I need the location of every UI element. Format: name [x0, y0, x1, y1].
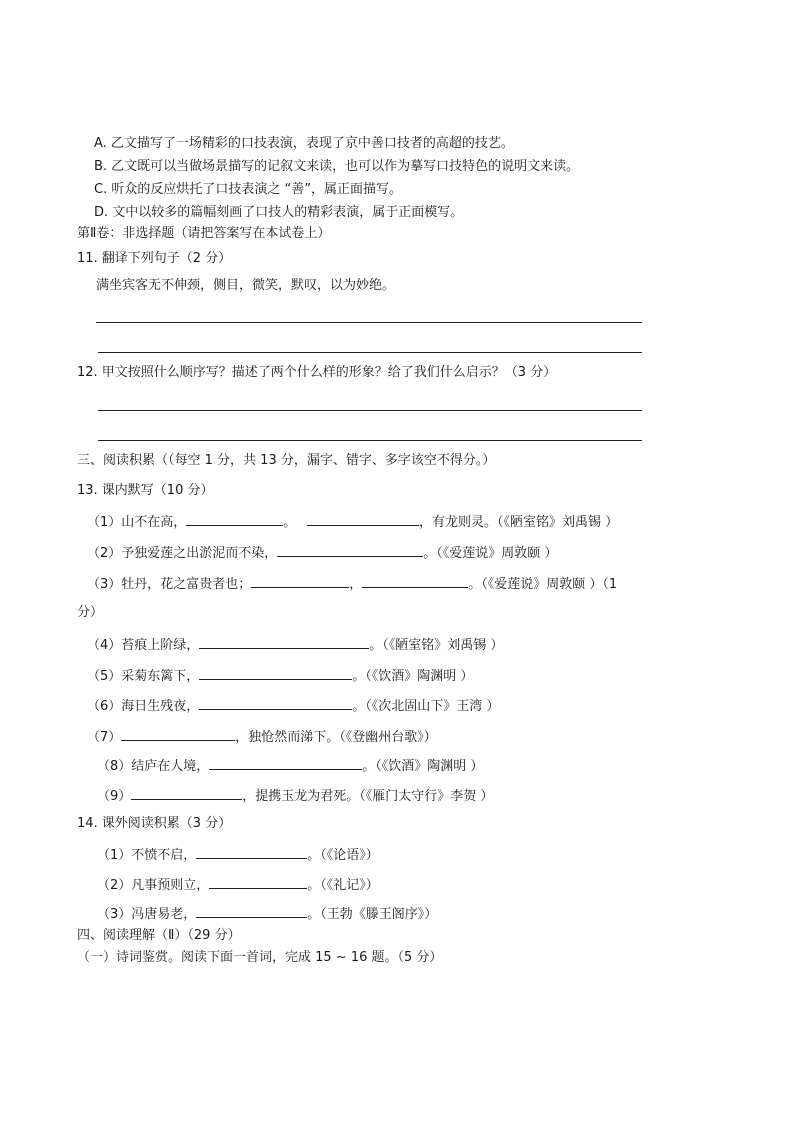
q13-item-7 — [87, 728, 437, 746]
option-a: A. 乙文描写了一场精彩的口技表演，表现了京中善口技者的高超的技艺。 — [94, 136, 514, 151]
q13-item-6-prompt: （6）海日生残夜， — [87, 699, 200, 714]
q14-item-2-blank[interactable] — [209, 876, 307, 889]
q13-item-2-source: 。（《爱莲说》周敦颐 ） — [423, 546, 558, 561]
q13-item-1-prompt: （1）山不在高， — [87, 515, 187, 530]
q14-item-1-blank[interactable] — [196, 846, 307, 859]
q14-item-2 — [97, 876, 379, 894]
q13-item-4-source: 。（《陋室铭》刘禹锡 ） — [369, 638, 504, 653]
q13-item-1-blank-2[interactable] — [307, 513, 419, 526]
q13-item-6-blank[interactable] — [199, 697, 352, 710]
q13-item-9-source: ，提携玉龙为君死。（《雁门太守行》李贺 ） — [242, 789, 494, 804]
q12-answer-line-1[interactable] — [98, 410, 642, 411]
q13-item-6-source: 。（《次北固山下》王湾 ） — [352, 699, 500, 714]
q11-answer-line-2[interactable] — [98, 352, 642, 353]
q13-item-4-blank[interactable] — [199, 636, 369, 649]
q13-item-5-blank[interactable] — [199, 667, 352, 680]
q13-item-2 — [87, 544, 557, 562]
q12-title: 12. 甲文按照什么顺序写？描述了两个什么样的形象？给了我们什么启示？（3 分） — [77, 365, 557, 380]
q13-item-8-blank[interactable] — [209, 757, 362, 770]
q13-item-2-prompt: （2）予独爱莲之出淤泥而不染， — [87, 546, 278, 561]
q13-item-3-source: 。（《爱莲说》周敦颐 ）（1 — [468, 577, 618, 592]
q13-item-3-cont: 分） — [77, 605, 104, 620]
q13-item-7-source: ，独怆然而涕下。（《登幽州台歌》） — [235, 730, 437, 745]
q14-item-2-source: 。（《礼记》） — [307, 878, 379, 893]
section3-header: 三、阅读积累（（每空 1 分，共 13 分，漏字、错字、多字该空不得分。） — [77, 453, 496, 468]
q12-answer-line-2[interactable] — [98, 440, 642, 441]
q13-item-6 — [87, 697, 499, 715]
q14-item-1 — [97, 846, 379, 864]
q11-title: 11. 翻译下列句子（2 分） — [77, 251, 232, 266]
q11-answer-line-1[interactable] — [96, 322, 642, 323]
q13-item-3-blank-1[interactable] — [251, 575, 349, 588]
q13-item-4 — [87, 636, 503, 654]
q13-item-5 — [87, 667, 473, 685]
section4-header: 四、阅读理解（Ⅱ）（29 分） — [77, 928, 241, 943]
q13-item-9-blank[interactable] — [131, 787, 242, 800]
q14-item-3-source: 。（王勃《滕王阁序》） — [307, 907, 438, 922]
q14-item-1-source: 。（《论语》） — [307, 848, 379, 863]
option-d: D. 文中以较多的篇幅刻画了口技人的精彩表演，属于正面模写。 — [94, 205, 464, 220]
q13-item-4-prompt: （4）苔痕上阶绿， — [87, 638, 200, 653]
option-b: B. 乙文既可以当做场景描写的记叙文来读，也可以作为摹写口技特色的说明文来读。 — [94, 159, 580, 174]
q11-sentence: 满坐宾客无不伸颈，侧目，微笑，默叹，以为妙绝。 — [96, 278, 396, 293]
part2-header: 第Ⅱ卷：非选择题（请把答案写在本试卷上） — [77, 226, 331, 241]
q14-item-3-blank[interactable] — [196, 905, 307, 918]
q13-item-1-source: ，有龙则灵。（《陋室铭》刘禹锡 ） — [419, 515, 619, 530]
q13-item-7-prompt: （7） — [87, 730, 122, 745]
q14-item-3 — [97, 905, 437, 923]
q13-item-8-prompt: （8）结庐在人境， — [97, 759, 210, 774]
q14-item-1-prompt: （1）不愤不启， — [97, 848, 197, 863]
q13-item-9-prompt: （9） — [97, 789, 132, 804]
q13-item-1-sep: 。 — [283, 515, 297, 530]
q13-item-5-source: 。（《饮酒》陶渊明 ） — [352, 669, 474, 684]
q13-item-3-blank-2[interactable] — [362, 575, 468, 588]
poem-intro: （一）诗词鉴赏。阅读下面一首词，完成 15 ~ 16 题。（5 分） — [77, 950, 443, 965]
q14-item-3-prompt: （3）冯唐易老， — [97, 907, 197, 922]
q13-item-3-prompt: （3）牡丹，花之富贵者也； — [87, 577, 252, 592]
q14-title: 14. 课外阅读积累（3 分） — [77, 816, 232, 831]
q13-item-9 — [97, 787, 493, 805]
q13-item-8 — [97, 757, 483, 775]
q13-item-1 — [87, 513, 296, 531]
q13-item-1-blank-1[interactable] — [186, 513, 283, 526]
q13-item-1b — [307, 513, 618, 531]
q13-title: 13. 课内默写（10 分） — [77, 483, 214, 498]
q13-item-7-blank[interactable] — [121, 728, 235, 741]
q13-item-3-sep: ， — [349, 577, 363, 592]
option-c: C. 听众的反应烘托了口技表演之 “善”，属正面描写。 — [94, 182, 402, 197]
q13-item-2-blank[interactable] — [277, 544, 423, 557]
q13-item-5-prompt: （5）采菊东篱下， — [87, 669, 200, 684]
q13-item-8-source: 。（《饮酒》陶渊明 ） — [362, 759, 484, 774]
q14-item-2-prompt: （2）凡事预则立， — [97, 878, 210, 893]
q13-item-3 — [87, 575, 617, 593]
